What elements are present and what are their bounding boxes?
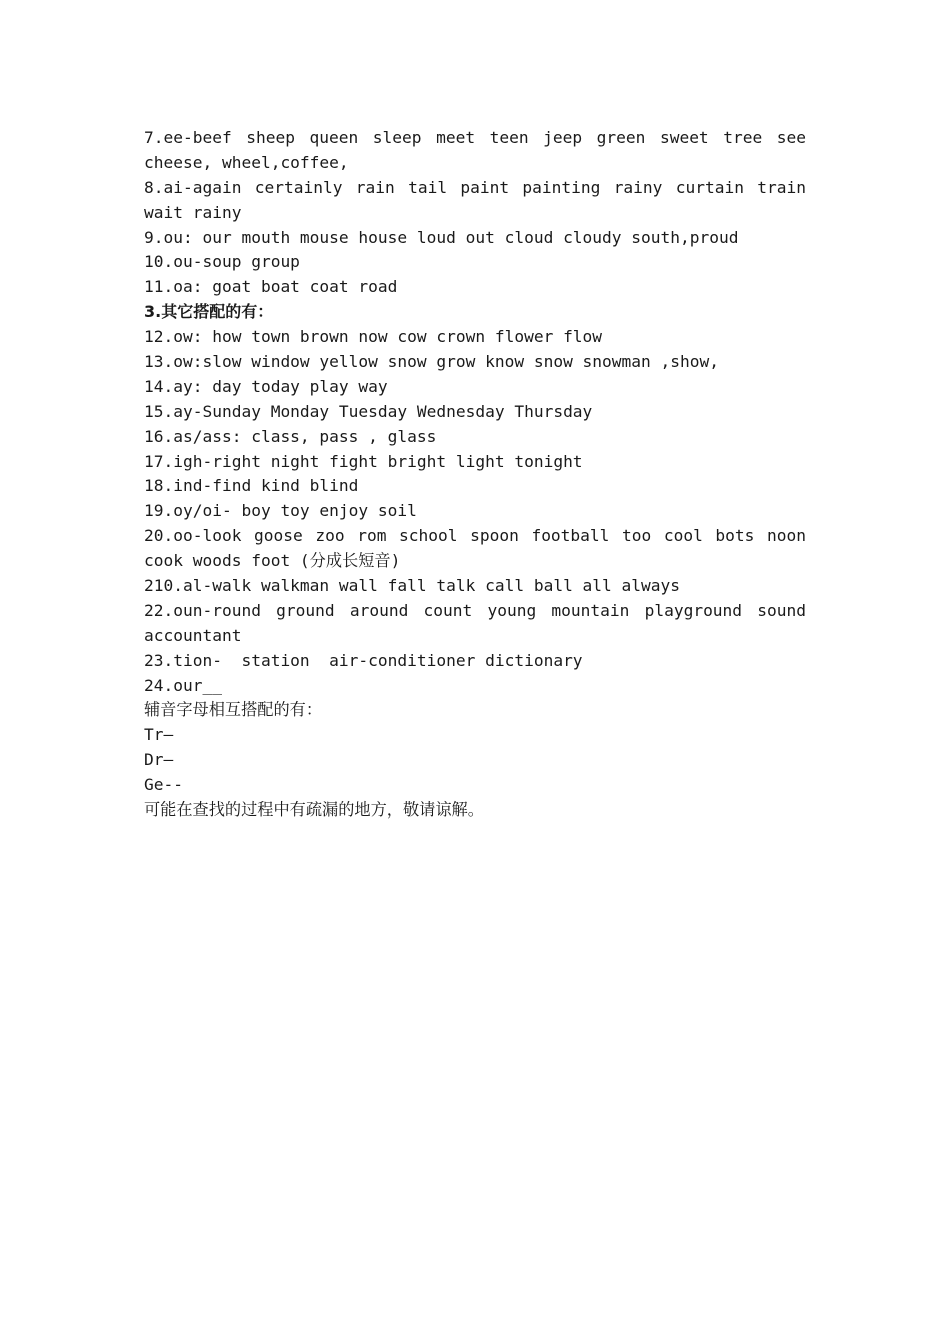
text-line: 24.our__ [144, 675, 222, 695]
text-line: 16.as/ass: class, pass , glass [144, 426, 437, 446]
text-line: Tr— [144, 725, 174, 745]
text-line: 22.oun-round ground around count young mountain playground sound [144, 600, 806, 620]
text-line: 20.oo-look goose zoo rom school spoon football too cool bots noon [144, 526, 806, 546]
text-line: 10.ou-soup group [144, 252, 300, 272]
text-line: 17.igh-right night fight bright light tonight [144, 451, 583, 471]
section-heading: 3.其它搭配的有： [144, 302, 274, 322]
text-line: 210.al-walk walkman wall fall talk call ball all always [144, 576, 681, 596]
text-line: wait rainy [144, 202, 242, 222]
text-line: 8.ai-again certainly rain tail paint painting rainy curtain train [144, 177, 806, 197]
text-line: 19.oy/oi- boy toy enjoy soil [144, 501, 417, 521]
text-line: 11.oa: goat boat coat road [144, 277, 398, 297]
text-line: accountant [144, 625, 242, 645]
section-heading: 辅音字母相互搭配的有： [144, 700, 323, 720]
text-line: 14.ay: day today play way [144, 376, 388, 396]
text-line: 15.ay-Sunday Monday Tuesday Wednesday Thursday [144, 401, 593, 421]
document-body [144, 126, 806, 823]
text-line: 13.ow:slow window yellow snow grow know snow snowman ,show, [144, 352, 719, 372]
text-line: 7.ee-beef sheep queen sleep meet teen jeep green sweet tree see [144, 128, 806, 147]
text-line: Dr— [144, 750, 174, 770]
text-line: cheese, wheel,coffee, [144, 152, 349, 172]
text-line: cook woods foot (分成长短音) [144, 551, 401, 571]
text-line: Ge-- [144, 775, 183, 795]
text-line: 23.tion- station air-conditioner dictionary [144, 650, 583, 670]
text-line: 18.ind-find kind blind [144, 476, 359, 496]
text-line: 12.ow: how town brown now cow crown flower flow [144, 327, 603, 347]
text-line: 9.ou: our mouth mouse house loud out cloud cloudy south,proud [144, 227, 739, 247]
closing-note: 可能在查找的过程中有疏漏的地方，敬请谅解。 [144, 800, 484, 820]
